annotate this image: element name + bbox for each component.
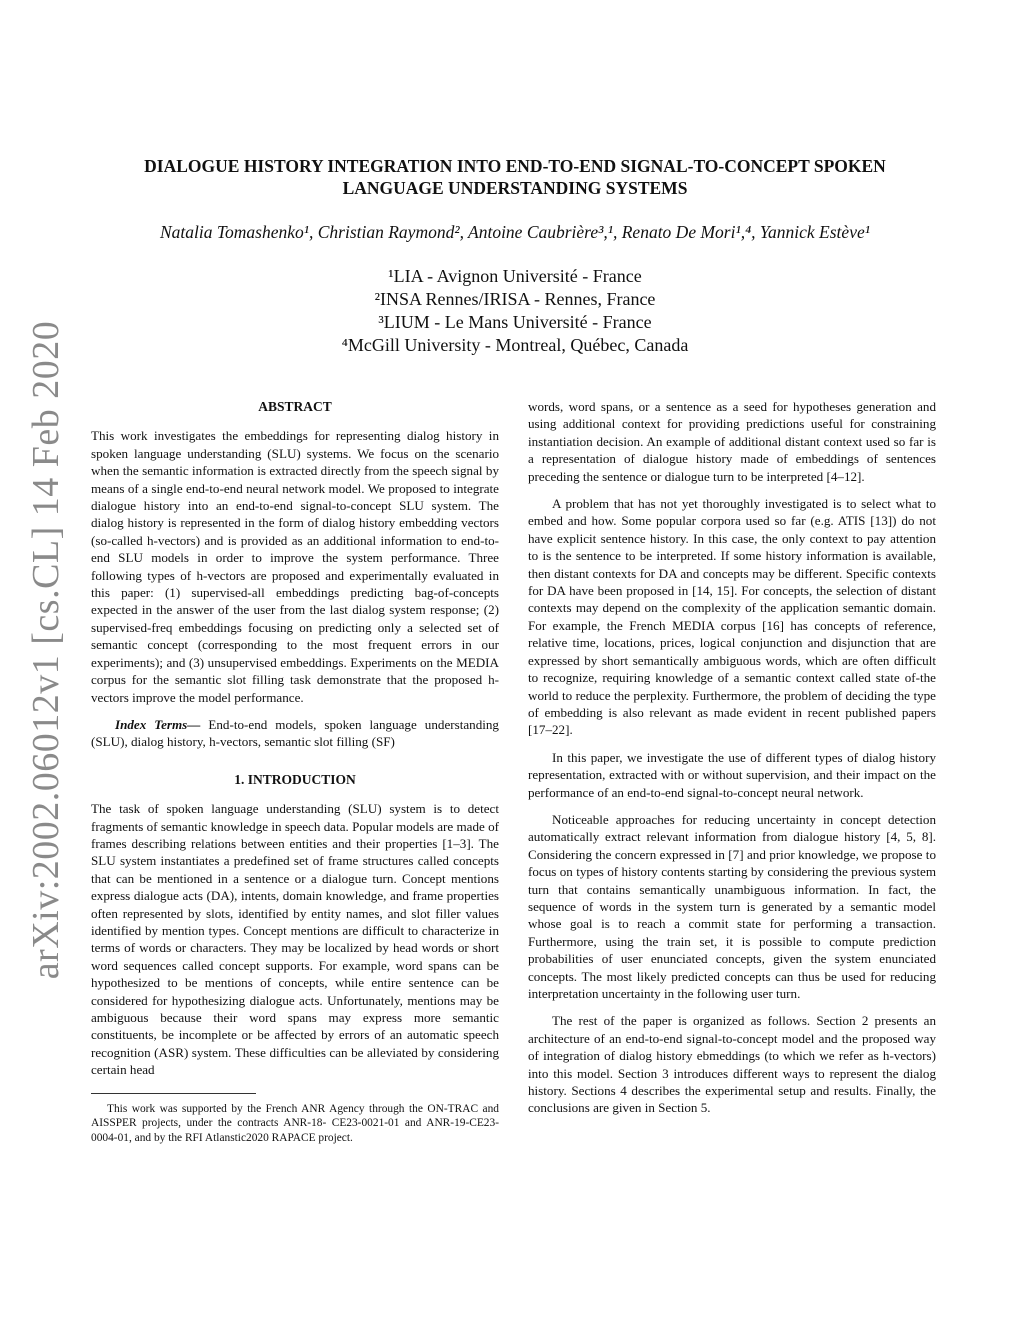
right-column bbox=[528, 398, 936, 1127]
affiliations bbox=[200, 265, 830, 357]
body-paragraph: words, word spans, or a sentence as a seed for hypotheses generation and using additional context for providing predictions useful for constraining instantiation decision. An example of additional distant context used so far is a representation of dialogue history made of embeddings of sentences preceding the sentence or dialogue turn to be interpreted [4–12]. bbox=[528, 399, 936, 484]
index-terms bbox=[91, 716, 499, 751]
affiliation: ¹LIA - Avignon Université - France bbox=[388, 266, 642, 286]
affiliation: ³LIUM - Le Mans Université - France bbox=[378, 312, 652, 332]
index-terms-text: End-to-end models, spoken language understanding (SLU), dialog history, h-vectors, semantic slot filling (SF) bbox=[91, 716, 499, 750]
body-paragraph: A problem that has not yet thoroughly investigated is to select what to embed and how. Some popular corpora used so far (e.g. ATIS [13]) do not have explicit sentence history. In this case, the only context to pay attention to is the sentence to be interpreted. If some history information is available, then distant contexts for DA and concepts may be different. Specific contexts for DA have been proposed in [14, 15]. For concepts, the selection of distant contexts may depend on the complexity of the application semantic domain. For example, the French MEDIA corpus [16] has concepts of reference, relative time, locations, prices, logical conjunction and disjunction that are expressed by short semantically ambiguous words, which are often difficult to recognize, requiring knowledge of a semantic context called state of-the world to reduce the perplexity. Furthermore, the problem of deciding the type of embedding is also relevant as made evident in recent published papers [17–22]. bbox=[528, 496, 936, 738]
body-paragraph: The rest of the paper is organized as follows. Section 2 presents an architecture of an end-to-end signal-to-concept model and the proposed way of integration of dialog history ebmeddings (to which we refer as h-vectors) into this model. Section 3 introduces different ways to represent the dialog history. Sections 4 describes the experimental setup and results. Finally, the conclusions are given in Section 5. bbox=[528, 1013, 936, 1116]
body-paragraph: Noticeable approaches for reducing uncertainty in concept detection automatically extract relevant information from dialogue history [4, 5, 8]. Considering the concern expressed in [7] and prior knowledge, we propose to focus on types of history contents starting by considering the previous system turn that contains semantically unambiguous information. In fact, the sequence of words in the system turn is generated by a semantic model whose goal is to reach a commit state for performing a transaction. Furthermore, using the train set, it is possible to compute prediction probabilities of user enunciated concepts, given the system enunciated concepts. The most likely predicted concepts can thus be used for reducing interpretation uncertainty in the following user turn. bbox=[528, 811, 936, 1001]
index-terms-label: Index Terms— bbox=[115, 716, 201, 732]
affiliation: ⁴McGill University - Montreal, Québec, Canada bbox=[341, 335, 689, 355]
body-paragraph: In this paper, we investigate the use of different types of dialog history representation, extracted with or without supervision, and their impact on the performance of an end-to-end signal-to-concept neural network. bbox=[528, 749, 936, 800]
footnote-rule bbox=[91, 1093, 256, 1094]
affiliation: ²INSA Rennes/IRISA - Rennes, France bbox=[374, 289, 656, 309]
arxiv-watermark: arXiv:2002.06012v1 [cs.CL] 14 Feb 2020 bbox=[25, 320, 67, 980]
left-column bbox=[91, 398, 499, 1145]
intro-paragraph: The task of spoken language understanding (SLU) system is to detect fragments of semantic knowledge in speech data. Popular models are made of frames describing relations between entities and their properties [1–3]. The SLU system instantiates a predefined set of frame structures called concepts that can be mentioned in a sentence or a dialogue turn. Concept mentions express dialogue acts (DA), intents, domain knowledge, and frame properties often represented by slots, identified by entity names, and slot filler values identified by mention types. Concept mentions are difficult to characterize in terms of words or characters. They may be localized by head words or short word sequences called concept supports. For example, word spans can be hypothesized to be mentions of concepts, while entire sentence can be considered for hypothesizing dialogue acts. Unfortunately, mentions may be ambiguous because their word spans may express more semantic constituents, be incomplete or be affected by errors of an automatic speech recognition (ASR) system. These difficulties can be alleviated by considering certain head bbox=[91, 801, 499, 1078]
abstract-heading: ABSTRACT bbox=[258, 399, 332, 414]
footnote: This work was supported by the French ANR Agency through the ON-TRAC and AISSPER projects, under the contracts ANR-18- CE23-0021-01 and ANR-19-CE23-0004-01, and by the RFI Atlanstic2020 RAPACE project. bbox=[91, 1102, 499, 1144]
author-list: Natalia Tomashenko¹, Christian Raymond², Antoine Caubrière³,¹, Renato De Mori¹,⁴, Yannick Estève¹ bbox=[160, 222, 870, 242]
intro-heading: 1. INTRODUCTION bbox=[234, 771, 356, 787]
paper-title: DIALOGUE HISTORY INTEGRATION INTO END-TO-END SIGNAL-TO-CONCEPT SPOKEN LANGUAGE UNDERSTANDING SYSTEMS bbox=[144, 156, 886, 198]
abstract-text: This work investigates the embeddings for representing dialog history in spoken language understanding (SLU) systems. We focus on the scenario when the semantic information is extracted directly from the speech signal by means of a single end-to-end neural network model. We proposed to integrate dialogue history into an end-to-end signal-to-concept SLU system. The dialog history is represented in the form of dialog history embedding vectors (so-called h-vectors) and is provided as an additional information to end-to-end SLU models in order to improve the system performance. Three following types of h-vectors are proposed and experimentally evaluated in this paper: (1) supervised-all embeddings predicting bag-of-concepts expected in the answer of the user from the last dialog system response; (2) supervised-freq embeddings focusing on predicting only a selected set of semantic concept (corresponding to the most frequent errors in our experiments); and (3) unsupervised embeddings. Experiments on the MEDIA corpus for the semantic slot filling task demonstrate that the proposed h-vectors improve the model performance. bbox=[91, 428, 499, 705]
